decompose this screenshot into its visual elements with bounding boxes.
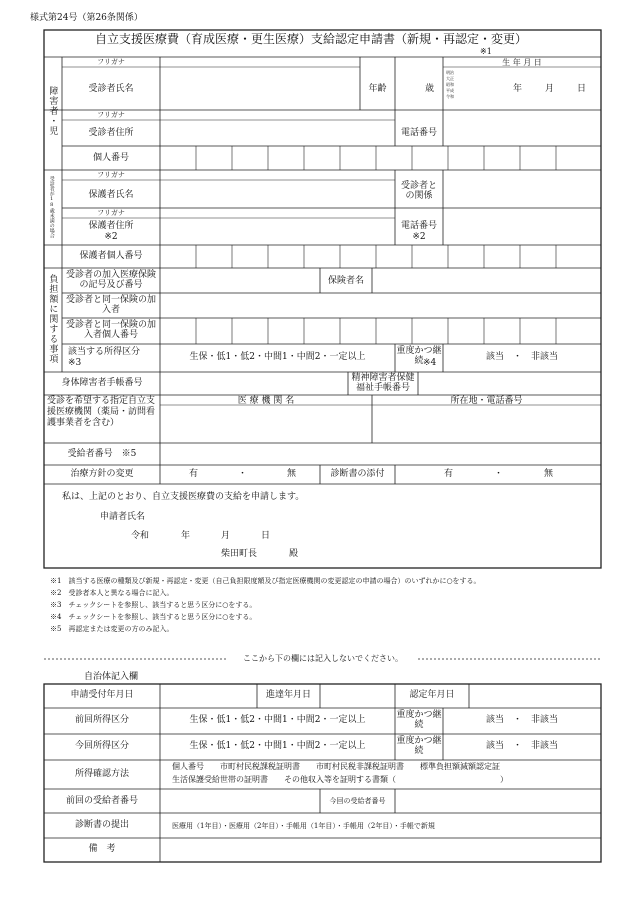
patient-mynumber-label: 個人番号 bbox=[92, 153, 129, 163]
cut-line-text: ここから下の欄には記入しないでください。 bbox=[243, 654, 403, 663]
guardian-address-input[interactable] bbox=[161, 219, 394, 244]
patient-address-input[interactable] bbox=[161, 121, 394, 145]
confirm-method-label: 所得確認方法 bbox=[74, 769, 129, 779]
note-2: ※2 受診者本人と異なる場合に記入。 bbox=[50, 589, 174, 597]
era-meiji: 明治 bbox=[446, 70, 454, 75]
policy-yes[interactable]: 有 bbox=[189, 469, 199, 479]
era-heisei: 平成 bbox=[446, 88, 454, 93]
form-number: 様式第24号（第26条関係） bbox=[30, 13, 143, 23]
heavy-options[interactable]: 該当 ・ 非該当 bbox=[485, 352, 558, 362]
patient-address-furigana-label: フリガナ bbox=[97, 111, 125, 119]
remarks-label: 備 考 bbox=[88, 844, 116, 854]
prev-heavy-options: 該当 ・ 非該当 bbox=[485, 715, 558, 725]
age-label: 年齢 bbox=[368, 84, 387, 94]
guardian-section-label: 受診者が18歳未満の場合 bbox=[48, 176, 55, 238]
guardian-phone-label: 電話番号 bbox=[400, 221, 437, 231]
title-note: ※1 bbox=[480, 47, 492, 56]
diagnosis-dot: ・ bbox=[494, 469, 504, 479]
guardian-furigana-label: フリガナ bbox=[97, 171, 125, 179]
dob-label: 生 年 月 日 bbox=[502, 58, 542, 67]
cur-heavy-options: 該当 ・ 非該当 bbox=[485, 741, 558, 751]
form-title: 自立支援医療費（育成医療・更生医療）支給認定申請書（新規・再認定・変更） bbox=[95, 32, 528, 46]
mayor-honorific: 殿 bbox=[289, 549, 299, 559]
office-heading: 自治体記入欄 bbox=[84, 672, 139, 682]
income-note: ※3 bbox=[68, 358, 82, 368]
diagnosis-submit-label: 診断書の提出 bbox=[74, 820, 129, 830]
guardian-address-furigana-label: フリガナ bbox=[97, 209, 125, 217]
prev-heavy-label: 重度かつ継続 bbox=[396, 710, 442, 731]
note-3: ※3 チェックシートを参照し、該当すると思う区分に○をする。 bbox=[50, 601, 257, 609]
guardian-name-input[interactable] bbox=[161, 181, 394, 207]
dob-month: 月 bbox=[545, 84, 555, 94]
seishin-label: 精神障害者保健福祉手帳番号 bbox=[351, 373, 415, 394]
patient-name-label: 受診者氏名 bbox=[88, 84, 134, 94]
patient-section-label: 障害者・児 bbox=[47, 86, 58, 136]
prev-income-label: 前回所得区分 bbox=[74, 715, 129, 725]
policy-change-label: 治療方針の変更 bbox=[70, 469, 134, 479]
guardian-address-note: ※2 bbox=[104, 232, 118, 242]
institution-name-header: 医 療 機 関 名 bbox=[237, 396, 295, 406]
patient-name-input[interactable] bbox=[161, 68, 359, 109]
patient-phone-input[interactable] bbox=[444, 111, 600, 145]
institution-label: 受診を希望する指定自立支援医療機関（薬局・訪問看護事業者を含む） bbox=[47, 396, 156, 428]
dob-year: 年 bbox=[513, 84, 523, 94]
note-4: ※4 チェックシートを参照し、該当すると思う区分に○をする。 bbox=[50, 613, 257, 621]
date-era: 令和 bbox=[131, 531, 150, 541]
note-5: ※5 再認定または変更の方のみ記入。 bbox=[50, 625, 174, 633]
guardian-phone-note: ※2 bbox=[412, 232, 426, 242]
guardian-relation-label: 受診者との関係 bbox=[400, 181, 437, 202]
heavy-note: ※4 bbox=[423, 358, 437, 368]
confirm-method-line-2: 生活保護受給世帯の証明書 その他収入等を証明する書類（ ） bbox=[172, 775, 508, 784]
declaration-text: 私は、上記のとおり、自立支援医療費の支給を申請します。 bbox=[62, 492, 305, 502]
note-1: ※1 該当する医療の種類及び新規・再認定・変更（自己負担限度額及び指定医療機関の変更認定の申請の場合）のいずれかに○をする。 bbox=[50, 577, 481, 585]
receipt-date-label: 申請受付年月日 bbox=[70, 690, 134, 700]
mayor-label: 柴田町長 bbox=[221, 549, 258, 559]
diagnosis-yes[interactable]: 有 bbox=[444, 469, 454, 479]
guardian-name-label: 保護者氏名 bbox=[88, 190, 134, 200]
shintai-label: 身体障害者手帳番号 bbox=[61, 378, 143, 388]
cur-income-options: 生保・低1・低2・中間1・中間2・一定以上 bbox=[189, 741, 366, 751]
era-reiwa: 令和 bbox=[446, 94, 454, 99]
insurer-label: 保険者名 bbox=[327, 276, 364, 286]
prev-income-options: 生保・低1・低2・中間1・中間2・一定以上 bbox=[189, 715, 366, 725]
advance-date-label: 進達年月日 bbox=[265, 690, 311, 700]
date-year: 年 bbox=[181, 531, 191, 541]
confirm-method-line-1: 個人番号 市町村民税課税証明書 市町村民税非課税証明書 標準負担額減額認定証 bbox=[172, 762, 500, 771]
insurance-label: 受診者の加入医療保険の記号及び番号 bbox=[65, 270, 156, 291]
diagnosis-attach-label: 診断書の添付 bbox=[330, 469, 385, 479]
applicant-label: 申請者氏名 bbox=[100, 512, 146, 522]
cur-income-label: 今回所得区分 bbox=[74, 741, 129, 751]
cur-heavy-label: 重度かつ継続 bbox=[396, 736, 442, 757]
income-label: 該当する所得区分 bbox=[68, 347, 141, 357]
patient-phone-label: 電話番号 bbox=[400, 128, 437, 138]
guardian-mynumber-label: 保護者個人番号 bbox=[79, 251, 143, 261]
era-showa: 昭和 bbox=[446, 82, 454, 87]
date-month: 月 bbox=[221, 531, 231, 541]
policy-no[interactable]: 無 bbox=[287, 469, 297, 479]
burden-section-label: 負担額に関する事項 bbox=[47, 274, 58, 364]
patient-furigana-label: フリガナ bbox=[97, 58, 125, 66]
date-day: 日 bbox=[261, 531, 271, 541]
diagnosis-no[interactable]: 無 bbox=[544, 469, 554, 479]
institution-address-header: 所在地・電話番号 bbox=[450, 396, 523, 406]
same-insurance-label: 受診者と同一保険の加入者 bbox=[65, 295, 156, 316]
patient-address-label: 受診者住所 bbox=[88, 128, 134, 138]
same-insurance-number-label: 受診者と同一保険の加入者個人番号 bbox=[65, 320, 156, 341]
recipient-number-label: 受給者番号 ※5 bbox=[67, 449, 137, 459]
heavy-label: 重度かつ継続 bbox=[396, 346, 442, 367]
dob-day: 日 bbox=[577, 84, 587, 94]
diagnosis-submit-options: 医療用（1年目）・医療用（2年目）・手帳用（1年目）・手帳用（2年目）・手帳で新規 bbox=[172, 822, 435, 830]
approve-date-label: 認定年月日 bbox=[409, 690, 455, 700]
income-options[interactable]: 生保・低1・低2・中間1・中間2・一定以上 bbox=[189, 352, 366, 362]
prev-recipient-no-label: 前回の受給者番号 bbox=[65, 796, 138, 806]
policy-dot: ・ bbox=[238, 469, 248, 479]
guardian-address-label: 保護者住所 bbox=[88, 221, 134, 231]
age-unit: 歳 bbox=[425, 84, 435, 94]
cur-recipient-no-label: 今回の受給者番号 bbox=[329, 797, 386, 805]
era-taisho: 大正 bbox=[446, 76, 454, 81]
